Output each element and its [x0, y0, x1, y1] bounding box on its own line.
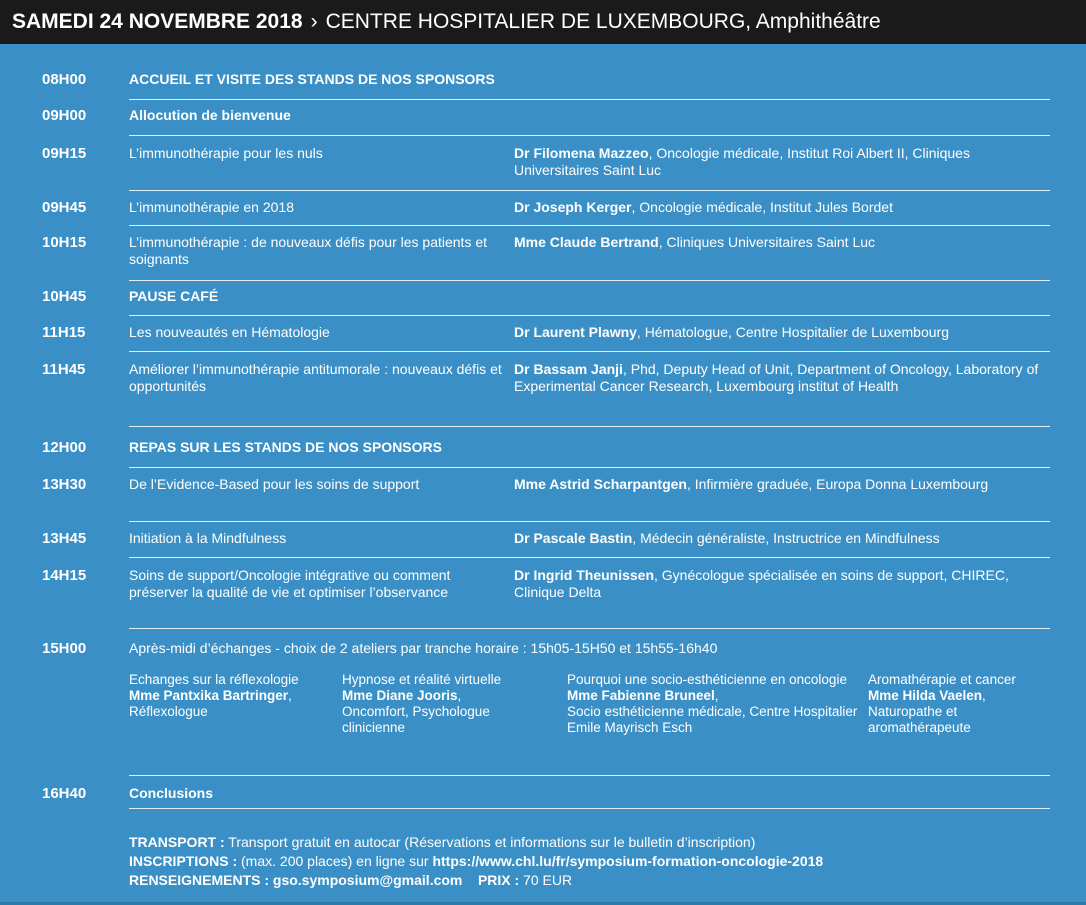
prix-label: PRIX : [477, 872, 520, 888]
speaker-info: , Infirmière graduée, Europa Donna Luxembourg [686, 476, 989, 492]
workshop-speaker-info: Oncomfort, Psychologue clinicienne [342, 704, 490, 735]
row-time: 10H45 [42, 288, 87, 305]
inscriptions-line [129, 852, 1079, 871]
row-time: 13H30 [42, 476, 87, 493]
row-title: L’immunothérapie en 2018 [129, 199, 295, 215]
workshop-speaker-sep: , [714, 688, 719, 703]
chevron-right-icon: › [310, 10, 318, 33]
workshop-speaker-sep: , [288, 688, 292, 703]
event-date: SAMEDI 24 NOVEMBRE 2018 [12, 10, 303, 33]
row-time: 16H40 [42, 785, 87, 802]
speaker-info: , Cliniques Universitaires Saint Luc [658, 234, 876, 250]
row-title: Après-midi d’échanges - choix de 2 ateliers par tranche horaire : 15h05-15H50 et 15h55-16h40 [129, 640, 718, 656]
renseignements-line [129, 871, 1079, 890]
speaker-name: Dr Bassam Janji [514, 361, 623, 377]
row-title: Allocution de bienvenue [129, 107, 291, 123]
row-title: REPAS SUR LES STANDS DE NOS SPONSORS [129, 439, 442, 455]
row-title: De l’Evidence-Based pour les soins de support [129, 476, 420, 492]
speaker-info: , Médecin généraliste, Instructrice en Mindfulness [632, 530, 940, 546]
workshop-speaker-name: Mme Hilda Vaelen [868, 688, 983, 703]
row-title: Initiation à la Mindfulness [129, 530, 287, 546]
workshop-speaker-sep: , [982, 688, 986, 703]
speaker-name: Dr Laurent Plawny [514, 324, 637, 340]
workshop-speaker-name: Mme Fabienne Bruneel [567, 688, 715, 703]
transport-text: Transport gratuit en autocar (Réservations et informations sur le bulletin d’inscription) [224, 834, 756, 850]
speaker-name: Dr Joseph Kerger [514, 199, 632, 215]
row-time: 13H45 [42, 530, 87, 547]
row-time: 15H00 [42, 640, 87, 657]
divider [129, 135, 1050, 136]
workshop-speaker-name: Mme Pantxika Bartringer [129, 688, 289, 703]
row-speaker [514, 361, 1050, 395]
workshop-topic: Hypnose et réalité virtuelle [342, 672, 502, 687]
row-time: 11H15 [42, 324, 86, 341]
row-time: 09H15 [42, 145, 87, 162]
transport-line [129, 833, 1079, 852]
workshop-item [868, 672, 1058, 736]
divider [129, 351, 1050, 352]
row-speaker [514, 530, 1050, 547]
workshop-topic: Aromathérapie et cancer [868, 672, 1016, 687]
inscriptions-link[interactable]: https://www.chl.lu/fr/symposium-formation-oncologie-2018 [432, 853, 824, 869]
row-title: PAUSE CAFÉ [129, 288, 219, 304]
workshop-speaker-name: Mme Diane Jooris [342, 688, 458, 703]
workshop-speaker-info: Socio esthéticienne médicale, Centre Hospitalier Emile Mayrisch Esch [567, 704, 858, 735]
divider [129, 775, 1050, 776]
divider [129, 225, 1050, 226]
speaker-name: Dr Filomena Mazzeo [514, 145, 649, 161]
divider [129, 557, 1050, 558]
row-time: 14H15 [42, 567, 87, 584]
renseignements-label[interactable]: RENSEIGNEMENTS : gso.symposium@gmail.com [129, 872, 463, 888]
divider [129, 808, 1050, 809]
row-title: Conclusions [129, 785, 214, 801]
workshop-item [129, 672, 334, 720]
inscriptions-label: INSCRIPTIONS : [129, 853, 238, 869]
workshop-speaker-sep: , [457, 688, 462, 703]
divider [129, 426, 1050, 427]
divider [129, 315, 1050, 316]
speaker-name: Mme Claude Bertrand [514, 234, 659, 250]
workshop-item [567, 672, 862, 736]
event-venue: CENTRE HOSPITALIER DE LUXEMBOURG, Amphithéâtre [325, 10, 881, 33]
transport-label: TRANSPORT : [129, 834, 225, 850]
row-speaker [514, 476, 1050, 493]
speaker-info: , Hématologue, Centre Hospitalier de Luxembourg [636, 324, 949, 340]
workshop-item [342, 672, 552, 736]
row-speaker [514, 234, 1050, 251]
footer-info [129, 833, 1079, 890]
row-speaker [514, 324, 1050, 341]
workshop-topic: Echanges sur la réflexologie [129, 672, 299, 687]
row-time: 11H45 [42, 361, 86, 378]
divider [129, 467, 1050, 468]
row-title: Soins de support/Oncologie intégrative ou comment préserver la qualité de vie et optimiser l’observance [129, 567, 451, 600]
speaker-info: , Oncologie médicale, Institut Jules Bordet [631, 199, 893, 215]
row-title: ACCUEIL ET VISITE DES STANDS DE NOS SPONSORS [129, 71, 495, 87]
row-title: Les nouveautés en Hématologie [129, 324, 330, 340]
row-title: Améliorer l’immunothérapie antitumorale : nouveaux défis et opportunités [129, 361, 502, 394]
row-time: 10H15 [42, 234, 87, 251]
workshop-speaker-info: Réflexologue [129, 704, 208, 719]
prix-text: 70 EUR [519, 872, 573, 888]
workshop-topic: Pourquoi une socio-esthéticienne en oncologie [567, 672, 847, 687]
row-title: L’immunothérapie : de nouveaux défis pour les patients et soignants [129, 234, 488, 267]
row-title: L’immunothérapie pour les nuls [129, 145, 323, 161]
speaker-name: Dr Ingrid Theunissen [514, 567, 655, 583]
speaker-info: , Phd, Deputy Head of Unit, Department of Oncology, Laboratory of Experimental Cancer Research, Luxembourg institut of Health [514, 361, 1039, 394]
divider [129, 280, 1050, 281]
row-time: 09H00 [42, 107, 87, 124]
row-time: 12H00 [42, 439, 87, 456]
row-time: 08H00 [42, 71, 87, 88]
row-speaker [514, 199, 1050, 216]
speaker-info: , Gynécologue spécialisée en soins de support, CHIREC, Clinique Delta [514, 567, 1009, 600]
row-speaker [514, 567, 1050, 601]
workshop-speaker-info: Naturopathe et aromathérapeute [868, 704, 971, 735]
speaker-info: , Oncologie médicale, Institut Roi Albert II, Cliniques Universitaires Saint Luc [514, 145, 970, 178]
divider [129, 521, 1050, 522]
divider [129, 190, 1050, 191]
divider [129, 628, 1050, 629]
inscriptions-text: (max. 200 places) en ligne sur [237, 853, 433, 869]
divider [129, 99, 1050, 100]
row-time: 09H45 [42, 199, 87, 216]
schedule [42, 0, 1050, 905]
speaker-name: Dr Pascale Bastin [514, 530, 633, 546]
speaker-name: Mme Astrid Scharpantgen [514, 476, 687, 492]
row-speaker [514, 145, 1050, 179]
